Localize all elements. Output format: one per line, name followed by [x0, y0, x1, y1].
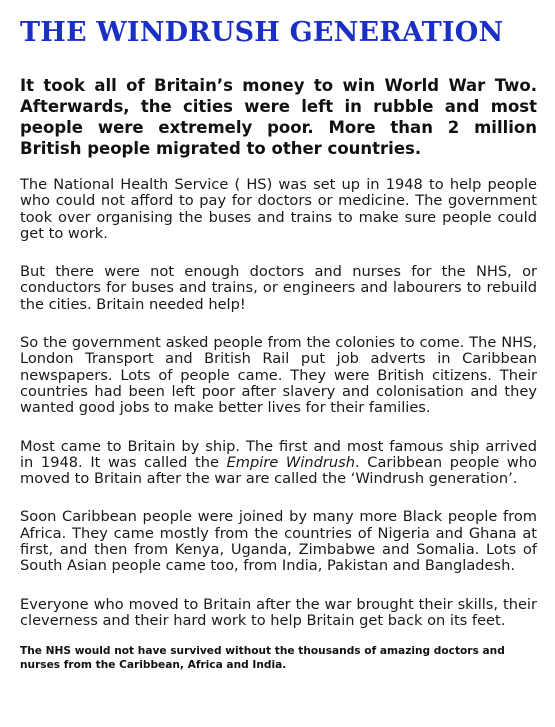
paragraph-africa-asia: Soon Caribbean people were joined by many more Black people from Africa. They came mostly from the countries of Nigeria and Ghana at first, and then from Kenya, Uganda, Zimbabwe and Somalia. Lots of South Asian people came too, from India, Pakistan and Bangladesh.	[20, 508, 537, 575]
paragraph-not-enough-workers: But there were not enough doctors and nurses for the NHS, or conductors for buses and trains, or engineers and labourers to rebuild the cities. Britain needed help!	[20, 263, 537, 313]
paragraph-everyone: Everyone who moved to Britain after the war brought their skills, their cleverness and their hard work to help Britain get back on its feet.	[20, 595, 537, 629]
paragraph-ship	[20, 439, 537, 488]
paragraph-nhs: The National Health Service ( HS) was set up in 1948 to help people who could not afford to pay for doctors or medicine. The government took over organising the buses and trains to make sure people could get to work.	[20, 176, 537, 242]
ship-name: Empire Windrush	[226, 453, 356, 471]
paragraph-colonies: So the government asked people from the colonies to come. The NHS, London Transport and British Rail put job adverts in Caribbean newspapers. Lots of people came. They were British citizens. Their countries had been left poor after slavery and colonisation and they wanted good jobs to make better lives for their families.	[20, 334, 537, 417]
footer-note: The NHS would not have survived without the thousands of amazing doctors and nurses from the Caribbean, Africa and India.	[20, 645, 505, 672]
ship-text-before: Most came to Britain by ship. The first and most famous ship arrived in 1948. It was called the	[20, 437, 537, 471]
document-page	[20, 0, 537, 672]
ship-text-after: . Caribbean people who moved to Britain after the war are called the ‘Windrush generation’.	[20, 453, 537, 488]
page-title: THE WINDRUSH GENERATION	[20, 17, 504, 48]
intro-paragraph: It took all of Britain’s money to win World War Two. Afterwards, the cities were left in rubble and most people were extremely poor. More than 2 million British people migrated to other countries.	[20, 76, 537, 158]
